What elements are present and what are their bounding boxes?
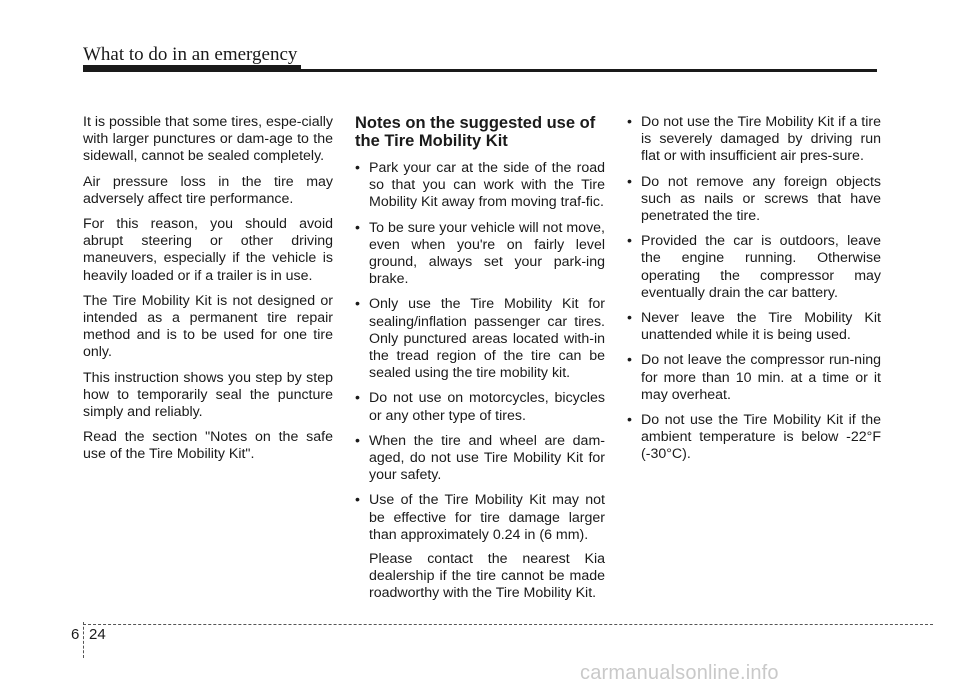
list-item-text: Do not use on motorcycles, bicycles or any other type of tires. xyxy=(369,390,605,424)
column-right xyxy=(627,114,881,472)
paragraph: For this reason, you should avoid abrupt steering or other driving maneuvers, especially if the vehicle is heavily loaded or if a trailer is in use. xyxy=(83,216,333,284)
paragraph: It is possible that some tires, espe-cially with larger punctures or dam-age to the sidewall, cannot be sealed completely. xyxy=(83,114,333,165)
list-item xyxy=(627,352,881,404)
list-item-text: Only use the Tire Mobility Kit for sealing/inflation passenger car tires. Only punctured areas located with-in the tread region of the tire can be sealed using the tire mobility kit. xyxy=(369,296,605,382)
list-item xyxy=(355,433,605,485)
page-header-title: What to do in an emergency xyxy=(83,44,298,65)
list-item-text: Do not remove any foreign objects such as nails or screws that have penetrated the tire. xyxy=(641,173,881,225)
list-item xyxy=(355,296,605,382)
paragraph: Air pressure loss in the tire may adversely affect tire performance. xyxy=(83,173,333,207)
bullet-icon: • xyxy=(627,233,632,250)
list-item xyxy=(355,220,605,289)
bullet-icon: • xyxy=(627,352,632,369)
header-rule xyxy=(83,69,877,72)
column-left xyxy=(83,114,333,472)
footer-divider xyxy=(83,622,84,658)
bullet-icon: • xyxy=(627,412,632,429)
list-item xyxy=(355,492,605,544)
list-item xyxy=(355,160,605,212)
list-item xyxy=(627,412,881,464)
list-item-text: Use of the Tire Mobility Kit may not be effective for tire damage larger than approximately 0.24 in (6 mm). xyxy=(369,492,605,543)
section-title: Notes on the suggested use of the Tire Mobility Kit xyxy=(355,114,596,150)
bullet-icon: • xyxy=(627,114,632,130)
paragraph: The Tire Mobility Kit is not designed or intended as a permanent tire repair method and is to be used for one tire only. xyxy=(83,292,333,361)
list-item xyxy=(355,390,605,424)
page-number: 24 xyxy=(89,626,106,643)
column-middle xyxy=(355,114,605,611)
bullet-icon: • xyxy=(355,160,360,176)
list-item xyxy=(627,310,881,344)
bullet-icon: • xyxy=(355,390,360,407)
paragraph: Read the section "Notes on the safe use of the Tire Mobility Kit". xyxy=(83,429,333,463)
notes-list-continued xyxy=(627,114,881,464)
list-item-text: Park your car at the side of the road so that you can work with the Tire Mobility Kit away from moving traf-fic. xyxy=(369,160,605,211)
list-item xyxy=(627,114,881,166)
list-item-text: Never leave the Tire Mobility Kit unattended while it is being used. xyxy=(641,310,881,344)
notes-list xyxy=(355,160,605,544)
list-item-text: To be sure your vehicle will not move, even when you're on fairly level ground, always set your park-ing brake. xyxy=(369,219,605,288)
list-item-text: Do not use the Tire Mobility Kit if a tire is severely damaged by driving run flat or with insufficient air pres-sure. xyxy=(641,114,881,165)
sub-paragraph: Please contact the nearest Kia dealership if the tire cannot be made roadworthy with the Tire Mobility Kit. xyxy=(369,551,605,602)
bullet-icon: • xyxy=(355,296,360,313)
list-item xyxy=(627,233,881,302)
list-item-text: Provided the car is outdoors, leave the engine running. Otherwise operating the compressor may eventually drain the car battery. xyxy=(641,233,881,301)
list-item xyxy=(627,174,881,226)
bullet-icon: • xyxy=(627,310,632,327)
list-item-text: Do not leave the compressor run-ning for more than 10 min. at a time or it may overheat. xyxy=(641,352,881,403)
bullet-icon: • xyxy=(355,219,360,236)
chapter-number: 6 xyxy=(71,626,80,643)
bullet-icon: • xyxy=(627,173,632,190)
watermark: carmanualsonline.info xyxy=(580,662,779,684)
bullet-icon: • xyxy=(355,492,360,509)
footer-rule xyxy=(83,624,933,625)
bullet-icon: • xyxy=(355,432,360,449)
list-item-text: When the tire and wheel are dam-aged, do not use Tire Mobility Kit for your safety. xyxy=(369,432,605,484)
list-item-text: Do not use the Tire Mobility Kit if the ambient temperature is below -22°F (-30°C). xyxy=(641,412,881,463)
paragraph: This instruction shows you step by step how to temporarily seal the puncture simply and reliably. xyxy=(83,369,333,421)
